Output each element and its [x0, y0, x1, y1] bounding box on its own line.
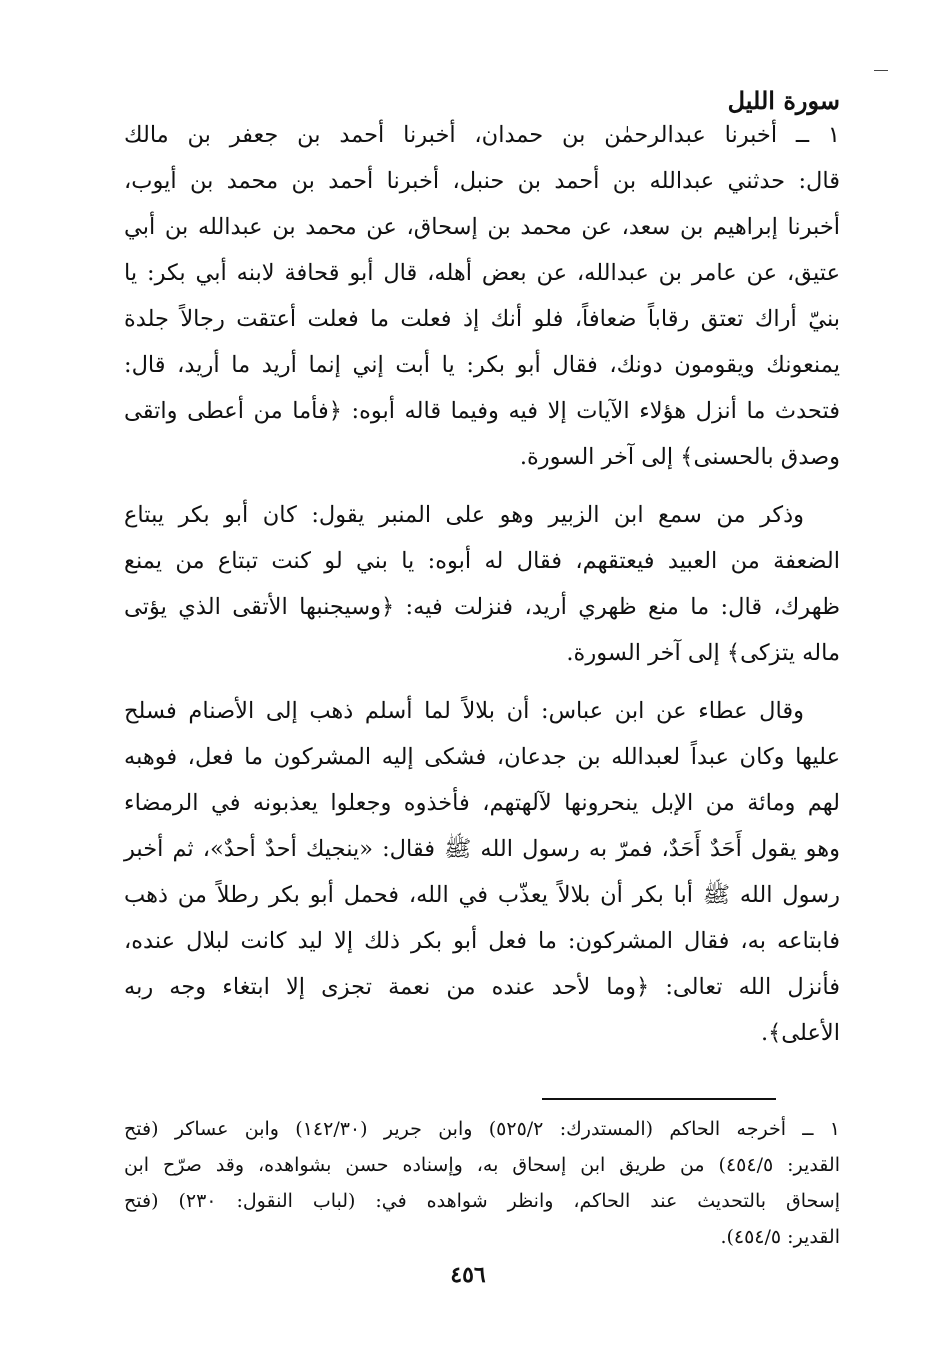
text-line: عليها وكان عبداً لعبدالله بن جدعان، فشكى إليه المشركون ما فعل، فوهبه — [124, 744, 840, 770]
text-line: ظهرك، قال: ما منع ظهري أريد، فنزلت فيه: ﴿وسيجنبها الأتقى الذي يؤتى — [124, 594, 840, 620]
text-line: فأنزل الله تعالى: ﴿وما لأحد عنده من نعمة تجزى إلا ابتغاء وجه ربه — [124, 974, 840, 1000]
text-line: رسول الله ﷺ أبا بكر أن بلالاً يعذّب في الله، فحمل أبو بكر رطلاً من ذهب — [124, 882, 840, 908]
text-line: وذكر من سمع ابن الزبير وهو على المنبر يقول: كان أبو بكر يبتاع — [124, 502, 804, 528]
footnote-1 — [124, 1111, 840, 1255]
text-line: عتيق، عن عامر بن عبدالله، عن بعض أهله، قال أبو قحافة لابنه أبي بكر: يا — [124, 260, 840, 286]
paragraph-1 — [124, 112, 840, 480]
footnote-separator — [542, 1098, 776, 1100]
text-line: فتحدث ما أنزل هؤلاء الآيات إلا فيه وفيما قاله أبوه: ﴿فأما من أعطى واتقى — [124, 398, 840, 424]
text-line: فابتاعه به، فقال المشركون: ما فعل أبو بكر ذلك إلا ليد كانت لبلال عنده، — [124, 928, 840, 954]
text-line: أخبرنا إبراهيم بن سعد، عن محمد بن إسحاق، عن محمد بن عبدالله بن أبي — [124, 214, 840, 240]
text-line: لهم ومائة من الإبل ينحرونها لآلهتهم، فأخذوه وجعلوا يعذبونه في الرمضاء — [124, 790, 840, 816]
text-line: يمنعونك ويقومون دونك، فقال أبو بكر: يا أبت إني إنما أريد ما أريد، قال: — [124, 352, 840, 378]
footnote-line: ١ ــ أخرجه الحاكم (المستدرك: ٥٢٥/٢) وابن جرير (١٤٢/٣٠) وابن عساكر (فتح — [124, 1118, 840, 1140]
page-number: ٤٥٦ — [450, 1262, 486, 1288]
text-line: وهو يقول أَحَدٌ أَحَدٌ، فمرّ به رسول الله ﷺ فقال: «ينجيك أحدٌ أحدٌ»، ثم أخبر — [124, 836, 840, 862]
top-margin-mark — [874, 70, 888, 71]
footnote-line: القدير: ٤٥٤/٥) من طريق ابن إسحاق به، وإسناده حسن بشواهده، وقد صرّح ابن — [124, 1154, 840, 1176]
text-line: وقال عطاء عن ابن عباس: أن بلالاً لما أسلم ذهب إلى الأصنام فسلح — [124, 698, 804, 724]
text-line: وصدق بالحسنى﴾ إلى آخر السورة. — [519, 444, 840, 470]
text-line: الأعلى﴾. — [760, 1020, 840, 1046]
footnote-line: القدير: ٤٥٤/٥). — [720, 1226, 840, 1248]
footnote-line: إسحاق بالتحديث عند الحاكم، وانظر شواهده في: (لباب النقول: ٢٣٠) (فتح — [124, 1190, 840, 1212]
text-line: الضعفة من العبيد فيعتقهم، فقال له أبوه: يا بني لو كنت تبتاع من يمنع — [124, 548, 840, 574]
text-line: بنيّ أراك تعتق رقاباً ضعافاً، فلو أنك إذ فعلت ما فعلت أعتقت رجالاً جلدة — [124, 306, 840, 332]
text-line: ماله يتزكى﴾ إلى آخر السورة. — [566, 640, 840, 666]
paragraph-3 — [124, 688, 840, 1056]
paragraph-2 — [124, 492, 840, 676]
text-line: ١ ــ أخبرنا عبدالرحمٰن بن حمدان، أخبرنا أحمد بن جعفر بن مالك — [124, 122, 840, 148]
running-head-surah-title: سورة الليل — [727, 86, 840, 115]
text-line: قال: حدثني عبدالله بن أحمد بن حنبل، أخبرنا أحمد بن محمد بن أيوب، — [124, 168, 840, 194]
footnotes — [124, 1111, 840, 1255]
main-text — [124, 112, 840, 1056]
